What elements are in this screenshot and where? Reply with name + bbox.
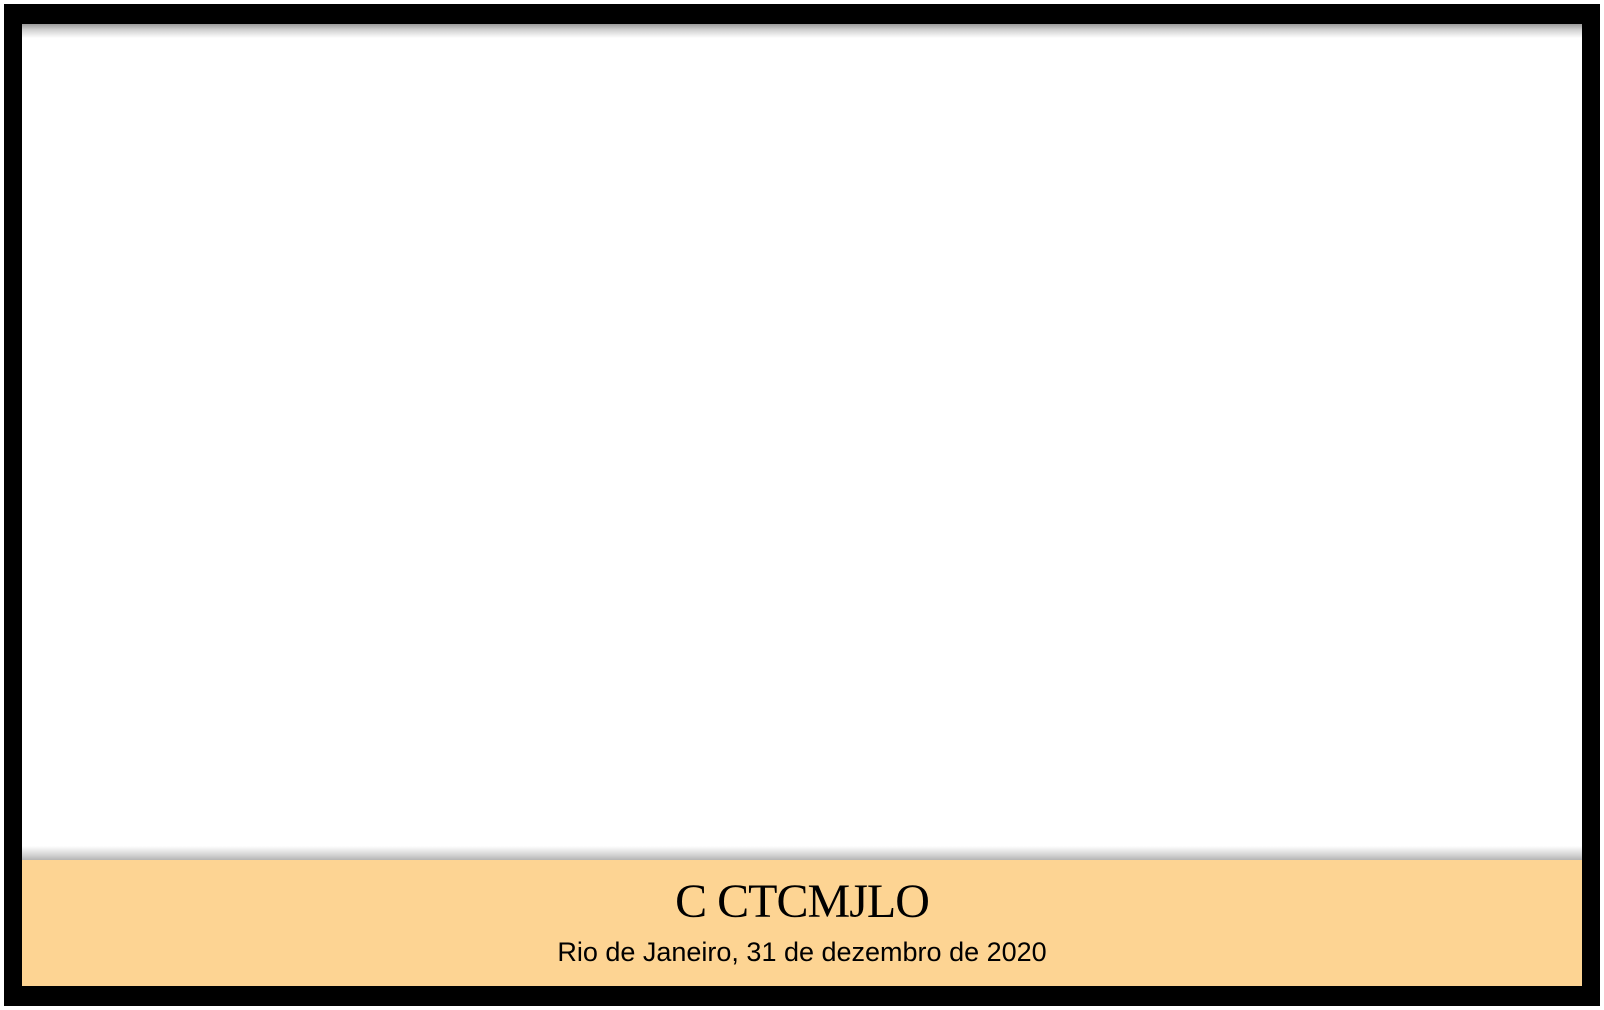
- organization-title: C CTCMJLO: [675, 875, 929, 928]
- footer-band: [22, 860, 1582, 986]
- document-page: [22, 24, 1582, 986]
- footer-shadow-divider: [22, 846, 1582, 860]
- place-and-date: Rio de Janeiro, 31 de dezembro de 2020: [557, 937, 1047, 967]
- top-shadow-divider: [22, 24, 1582, 38]
- document-frame: [4, 4, 1600, 1006]
- blank-content-area: [22, 38, 1582, 828]
